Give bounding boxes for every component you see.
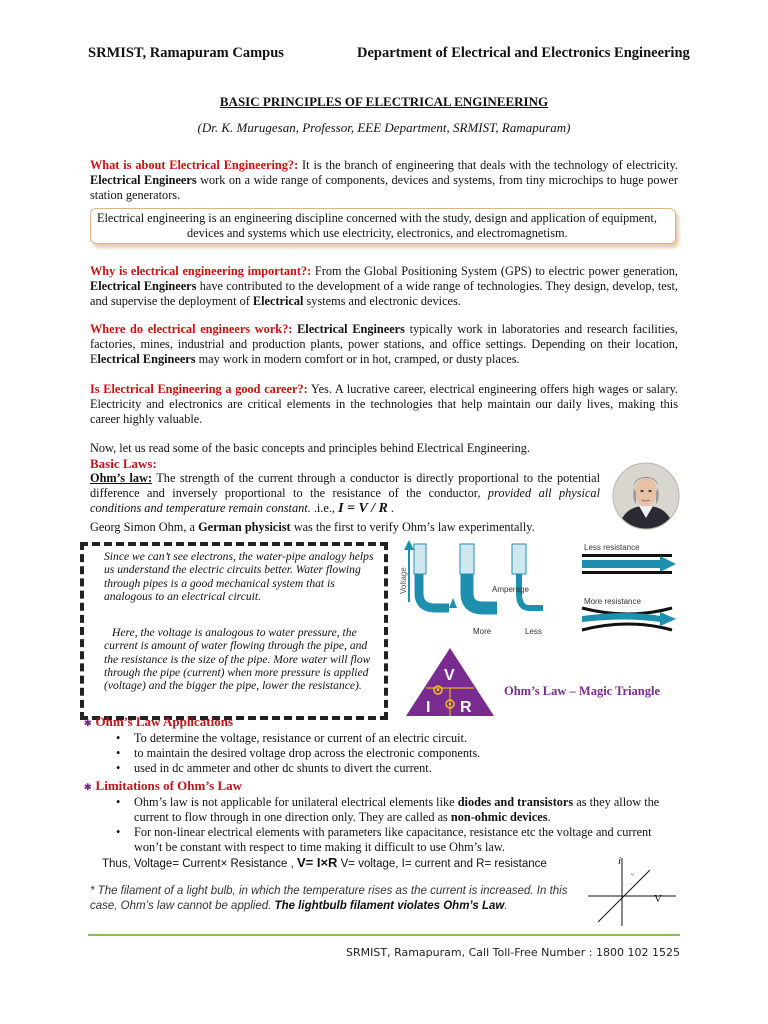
career-paragraph: Is Electrical Engineering a good career?: Yes. A lucrative career, electrical engineering offers high wages or salary. Electricity and electronics are critical elements in the technologies that help maintain our daily lives, making this career highly valuable. <box>90 382 678 426</box>
list-item: • to maintain the desired voltage drop across the electronic components. <box>90 746 680 761</box>
triangle-i: I <box>426 699 431 716</box>
more-label: More <box>473 627 492 636</box>
georg-ohm-line: Georg Simon Ohm, a German physicist was the first to verify Ohm’s law experimentally. <box>90 520 535 534</box>
footer-text: SRMIST, Ramapuram, Call Toll-Free Number : 1800 102 1525 <box>346 946 680 959</box>
list-item: • used in dc ammeter and other dc shunts to divert the current. <box>90 761 680 776</box>
voltage-formula-line: Thus, Voltage= Current× Resistance , V= I×R V= voltage, I= current and R= resistance <box>102 855 547 870</box>
water-pipe-figure <box>397 538 577 640</box>
applications-heading: ✱ Ohm’s Law Applications <box>84 714 234 729</box>
where-question: Where do electrical engineers work?: <box>90 322 293 336</box>
graph-v-label: V <box>654 893 662 905</box>
vi-graph <box>584 852 680 928</box>
limitations-list <box>90 795 680 855</box>
analogy-paragraph-2: Here, the voltage is analogous to water pressure, the current is amount of water flowing through the pipe, and the resistance is the size of the pipe. More water will flow through the pipe (current) when more pressure is applied (voltage) and the bigger the pipe, lower the resistance). <box>104 626 371 693</box>
triangle-caption: Ohm’s Law – Magic Triangle <box>504 684 661 698</box>
list-item: • Ohm’s law is not applicable for unilateral electrical elements like diodes and transistors as they allow the current to flow through in one direction only. They are called as non-ohmic devices. <box>90 795 680 825</box>
author-line: (Dr. K. Murugesan, Professor, EEE Department, SRMIST, Ramapuram) <box>197 120 571 135</box>
basic-laws-heading: Basic Laws: <box>90 456 157 471</box>
ohms-law-triangle <box>404 646 496 718</box>
limitations-heading: ✱ Limitations of Ohm’s Law <box>84 778 243 793</box>
footer-divider <box>88 934 680 936</box>
graph-small-v-label: v <box>631 872 634 878</box>
filament-note: * The filament of a light bulb, in which the temperature rises as the current is increased. In this case, Ohm’s law cannot be applied. The lightbulb filament violates Ohm’s Law. <box>90 885 568 912</box>
less-resistance-label: Less resistance <box>584 543 640 552</box>
graph-i-label: i <box>618 855 622 867</box>
header-right: Department of Electrical and Electronics Engineering <box>357 45 690 61</box>
ohm-law-paragraph: Ohm’s law: The strength of the current through a conductor is directly proportional to the potential difference and inversely proportional to the resistance of the conductor, provided all physical conditions and temperature remain constant. .i.e., I = V / R . <box>90 471 600 516</box>
now-text: Now, let us read some of the basic concepts and principles behind Electrical Engineering. <box>90 441 531 455</box>
resistance-figure <box>580 538 680 640</box>
analogy-paragraph-1: Since we can’t see electrons, the water-pipe analogy helps us understand the electric circuits better. Water flowing through pipes is a good mechanical system that is analogous to an electrical circuit. <box>104 550 374 603</box>
definition-callout: Electrical engineering is an engineering discipline concerned with the study, design and application of equipment, devices and systems which use electricity, electronics, and electromagnetism. <box>90 208 676 244</box>
why-paragraph: Why is electrical engineering important?: From the Global Positioning System (GPS) to electric power generation, Electrical Engineers have contributed to the development of a wide range of technologies. They design, develop, test, and supervise the deployment of Electrical systems and electronic devices. <box>90 264 678 308</box>
ohm-formula: I = V / R <box>338 501 388 516</box>
georg-ohm-portrait <box>612 462 680 530</box>
list-item: • To determine the voltage, resistance or current of an electric circuit. <box>90 731 680 746</box>
star-bullet-icon: ✱ <box>84 782 92 792</box>
where-paragraph: Where do electrical engineers work?: Electrical Engineers typically work in laboratories and research facilities, factories, mines, industrial and production plants, power stations, and office settings. Depending on their location, Electrical Engineers may work in modern comfort or in hot, cramped, or dusty places. <box>90 322 678 366</box>
voltage-label: Voltage <box>399 567 408 594</box>
intro-question: What is about Electrical Engineering?: <box>90 158 299 172</box>
triangle-v: V <box>444 667 455 684</box>
intro-paragraph: What is about Electrical Engineering?: It is the branch of engineering that deals with the technology of electricity. Electrical Engineers work on a wide range of components, devices and systems, from tiny microchips to huge power station generators. <box>90 158 678 202</box>
ohm-law-label: Ohm’s law: <box>90 471 153 485</box>
amperage-label: Amperage <box>492 585 529 594</box>
more-resistance-label: More resistance <box>584 597 641 606</box>
career-question: Is Electrical Engineering a good career?: <box>90 382 308 396</box>
applications-list <box>90 731 680 776</box>
triangle-r: R <box>460 699 472 716</box>
less-label: Less <box>525 627 542 636</box>
why-question: Why is electrical engineering important?: <box>90 264 312 278</box>
page-title: BASIC PRINCIPLES OF ELECTRICAL ENGINEERING <box>219 94 549 109</box>
header-left: SRMIST, Ramapuram Campus <box>88 45 284 61</box>
star-bullet-icon: ✱ <box>84 718 92 728</box>
list-item: • For non-linear electrical elements with parameters like capacitance, resistance etc the voltage and current won’t be constant with respect to time making it difficult to use Ohm’s law. <box>90 825 680 855</box>
